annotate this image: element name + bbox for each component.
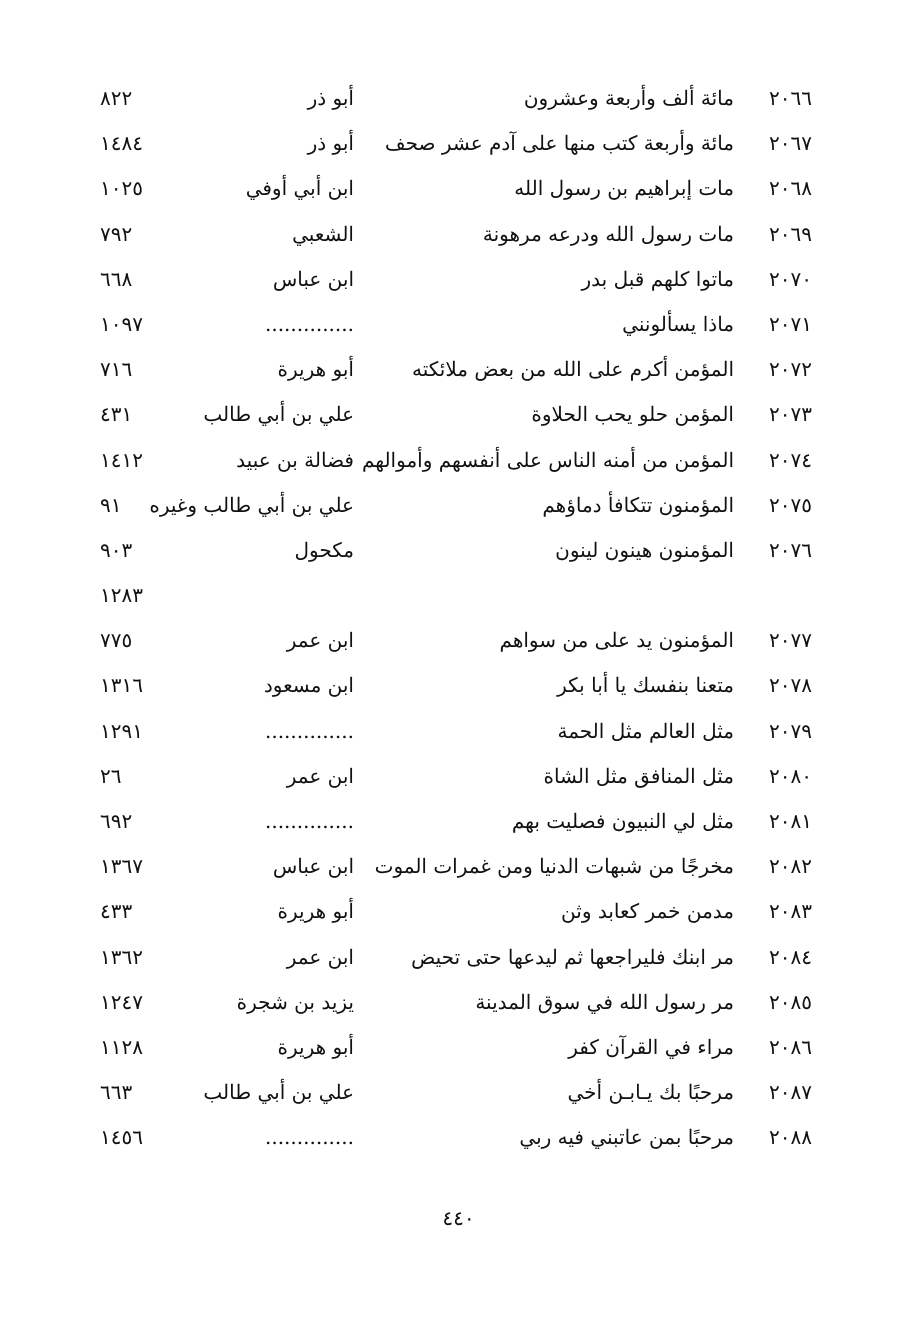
index-entry [100,573,812,618]
hadith-index-list [100,76,812,1161]
reference-number: ٤٣١ [100,402,133,427]
reference-number: ١٠٢٥ [100,176,143,201]
narrator: .............. [264,1125,354,1150]
entry-number: ٢٠٧٣ [769,402,812,427]
reference-number: ١٤٥٦ [100,1125,143,1150]
narrator: .............. [264,809,354,833]
narrator: يزيد بن شجرة [236,989,354,1014]
entry-number: ٢٠٨١ [769,809,812,833]
narrator: علي بن أبي طالب [203,1080,354,1105]
page-number: ٤٤٠ [442,1206,475,1230]
narrator: ابن عمر [286,628,354,653]
hadith-text: مخرجًا من شبهات الدنيا ومن غمرات الموت [374,854,734,879]
reference-number: ١٣٦٧ [100,854,143,879]
narrator: ابن عباس [272,266,354,291]
entry-number: ٢٠٧٤ [769,447,812,472]
narrator: ابن عمر [286,763,354,788]
index-entry [100,844,812,889]
entry-number: ٢٠٨٤ [769,944,812,969]
reference-number: ١١٢٨ [100,1034,143,1059]
narrator: فضالة بن عبيد [236,447,354,472]
entry-number: ٢٠٧٧ [769,628,812,653]
hadith-text: مدمن خمر كعابد وثن [561,899,734,924]
hadith-text: المؤمن حلو يحب الحلاوة [531,402,734,427]
narrator: أبو هريرة [277,899,354,924]
index-entry [100,709,812,754]
entry-number: ٢٠٦٩ [769,221,812,246]
hadith-text: مرحبًا بك يـابـن أخي [567,1080,734,1105]
index-entry [100,1025,812,1070]
hadith-text: المؤمن أكرم على الله من بعض ملائكته [411,357,734,382]
index-entry [100,166,812,211]
hadith-text: ماذا يسألونني [622,311,734,336]
entry-number [736,573,812,618]
entry-number: ٢٠٨٦ [769,1034,812,1059]
index-entry [100,212,812,257]
entry-number: ٢٠٧٦ [769,537,812,562]
narrator: ابن أبي أوفي [245,176,354,201]
narrator: علي بن أبي طالب [203,402,354,427]
hadith-text: مائة وأربعة كتب منها على آدم عشر صحف [384,131,734,156]
hadith-text: مات إبراهيم بن رسول الله [514,176,734,201]
entry-number: ٢٠٨٢ [769,854,812,879]
index-entry [100,528,812,573]
hadith-text: المؤمنون تتكافأ دماؤهم [542,492,734,517]
hadith-text: المؤمنون هينون لينون [555,537,734,562]
narrator: أبو هريرة [277,1034,354,1059]
hadith-text: المؤمن من أمنه الناس على أنفسهم وأموالهم [361,447,734,472]
hadith-text: مر ابنك فليراجعها ثم ليدعها حتى تحيض [411,944,734,969]
narrator: أبو ذر [307,86,354,110]
entry-number: ٢٠٧١ [769,311,812,336]
narrator: الشعبي [292,221,354,246]
entry-number: ٢٠٦٨ [769,176,812,201]
index-entry [100,799,812,844]
hadith-text: المؤمنون يد على من سواهم [499,628,734,653]
hadith-text: مثل لي النبيون فصليت بهم [511,809,734,833]
reference-number: ٤٣٣ [100,899,133,924]
index-entry [100,935,812,980]
reference-number: ٦٩٢ [100,809,133,833]
index-entry [100,980,812,1025]
narrator: ابن عباس [272,854,354,879]
reference-number: ٧٩٢ [100,221,133,246]
reference-number: ٩٠٣ [100,537,133,562]
index-entry [100,438,812,483]
entry-number: ٢٠٧٢ [769,357,812,382]
index-entry [100,1070,812,1115]
index-entry [100,76,812,121]
hadith-text: مثل المنافق مثل الشاة [543,763,734,788]
entry-number: ٢٠٨٠ [769,763,812,788]
reference-number: ١٣٦٢ [100,944,143,969]
narrator: .............. [264,718,354,743]
entry-number: ٢٠٧٨ [769,673,812,698]
narrator: .............. [264,311,354,336]
index-entry [100,347,812,392]
reference-number: ١٣١٦ [100,673,143,698]
index-entry [100,889,812,934]
narrator: مكحول [294,537,354,562]
narrator [174,573,354,618]
reference-number: ٩١ [100,492,122,517]
entry-number: ٢٠٨٥ [769,989,812,1014]
reference-number: ١٢٩١ [100,718,143,743]
entry-number: ٢٠٨٧ [769,1080,812,1105]
entry-number: ٢٠٧٥ [769,492,812,517]
reference-number: ٦٦٣ [100,1080,133,1105]
index-entry [100,257,812,302]
entry-number: ٢٠٨٨ [769,1125,812,1150]
hadith-text: متعنا بنفسك يا أبا بكر [557,673,734,698]
entry-number: ٢٠٦٧ [769,131,812,156]
index-entry [100,663,812,708]
reference-number: ١٠٩٧ [100,311,143,336]
index-entry [100,1115,812,1160]
index-entry [100,392,812,437]
reference-number: ١٤٨٤ [100,131,143,156]
hadith-text: مائة ألف وأربعة وعشرون [523,86,734,110]
index-entry [100,121,812,166]
narrator: علي بن أبي طالب وغيره [149,492,354,517]
entry-number: ٢٠٧٩ [769,718,812,743]
narrator: ابن مسعود [263,673,354,698]
narrator: أبو هريرة [277,357,354,382]
reference-number: ٢٦ [100,763,122,788]
hadith-text: مر رسول الله في سوق المدينة [475,989,734,1014]
reference-number: ٦٦٨ [100,266,133,291]
hadith-text: مراء في القرآن كفر [568,1034,734,1059]
hadith-text: ماتوا كلهم قبل بدر [581,266,734,291]
index-entry [100,302,812,347]
entry-number: ٢٠٦٦ [769,86,812,110]
reference-number: ١٤١٢ [100,447,143,472]
entry-number: ٢٠٨٣ [769,899,812,924]
reference-number: ٨٢٢ [100,86,133,110]
hadith-text: مرحبًا بمن عاتبني فيه ربي [519,1125,734,1150]
reference-number: ٧٧٥ [100,628,133,653]
index-entry [100,483,812,528]
entry-number: ٢٠٧٠ [769,266,812,291]
reference-number: ١٢٤٧ [100,989,143,1014]
reference-number: ١٢٨٣ [100,583,143,608]
index-entry [100,618,812,663]
narrator: أبو ذر [307,131,354,156]
hadith-text: مثل العالم مثل الحمة [557,718,734,743]
reference-number: ٧١٦ [100,357,133,382]
narrator: ابن عمر [286,944,354,969]
index-entry [100,754,812,799]
hadith-text: مات رسول الله ودرعه مرهونة [482,221,734,246]
